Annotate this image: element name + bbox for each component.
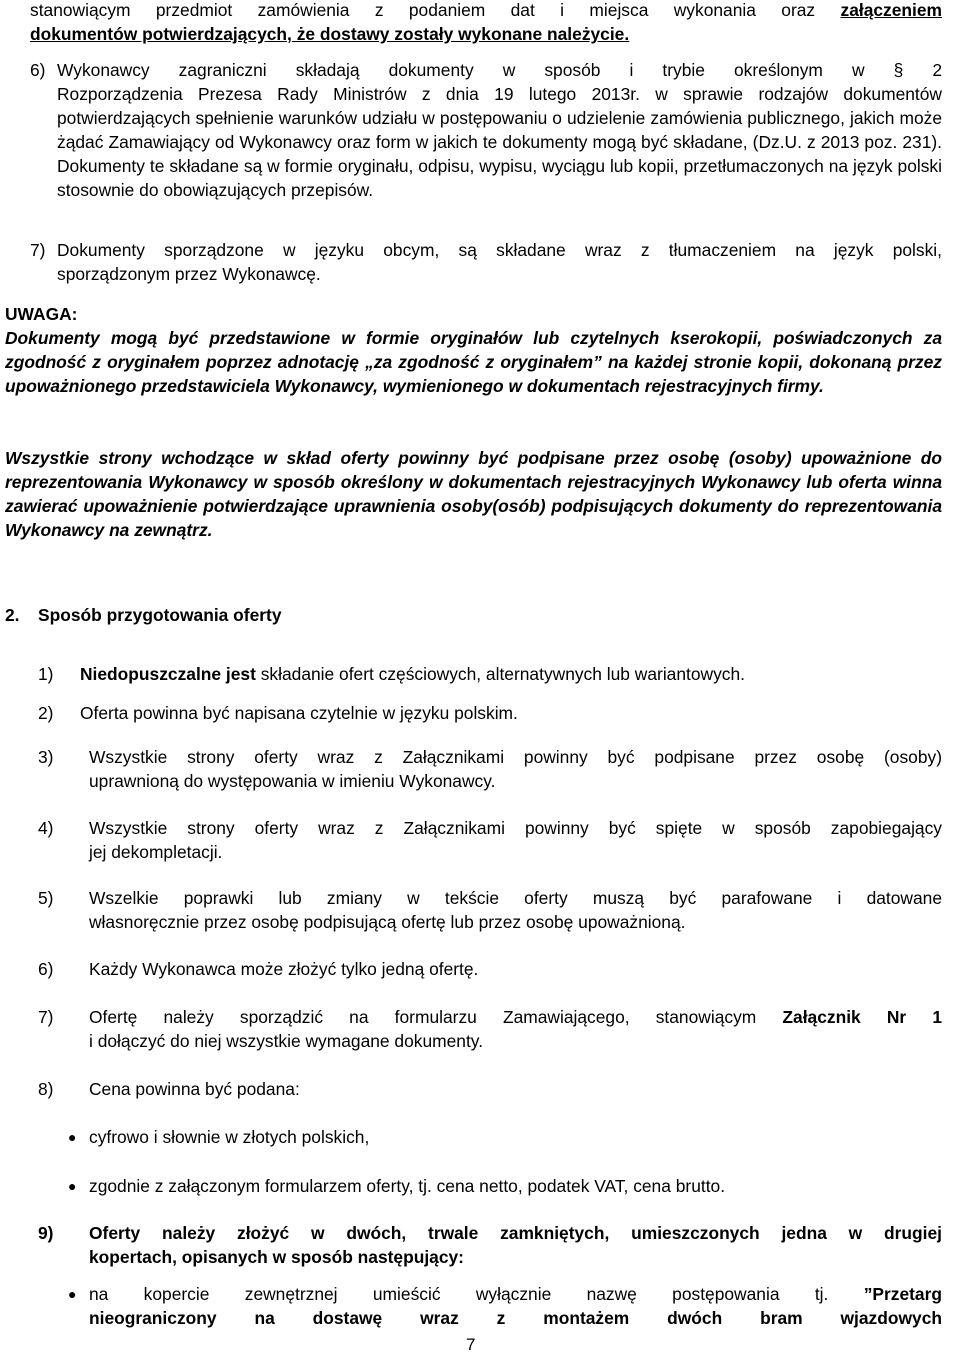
item-7-line-2: i dołączyć do niej wszystkie wymagane dokumenty. bbox=[89, 1031, 484, 1051]
p7-label: 7) bbox=[30, 240, 46, 260]
item-9-label: 9) bbox=[38, 1223, 54, 1243]
p6-line-1: Wykonawcy zagraniczni składają dokumenty w sposób i trybie określonym w § 2 bbox=[57, 60, 942, 80]
uwaga-text: Dokumenty mogą być przedstawione w formie oryginałów lub czytelnych kserokopii, poświadczonych za zgodność z oryginałem poprzez adnotację „za zgodność z oryginałem” na każdej stronie kopii, dokonaną przez upoważnionego przedstawiciela Wykonawcy, wymienionego w dokumentach rejestracyjnych firmy. bbox=[5, 328, 942, 396]
page-number: 7 bbox=[466, 1335, 476, 1354]
item-9-bullet-line-2: nieograniczony na dostawę wraz z montażem dwóch bram wjazdowych bbox=[89, 1308, 942, 1328]
item-7-label: 7) bbox=[38, 1007, 54, 1027]
item-6-text: Każdy Wykonawca może złożyć tylko jedną ofertę. bbox=[89, 959, 479, 979]
p6-label: 6) bbox=[30, 60, 46, 80]
top-line-1: stanowiącym przedmiot zamówienia z podaniem dat i miejsca wykonania oraz załączeniem bbox=[30, 0, 942, 20]
item-2-text: Oferta powinna być napisana czytelnie w języku polskim. bbox=[80, 703, 518, 723]
item-8-label: 8) bbox=[38, 1079, 54, 1099]
item-5-line-2: własnoręcznie przez osobę podpisującą ofertę lub przez osobę upoważnioną. bbox=[89, 912, 686, 932]
p6-text: Rozporządzenia Prezesa Rady Ministrów z dnia 19 lutego 2013r. w sprawie rodzajów dokumentów potwierdzających spełnienie warunków udziału w postępowaniu o udzielenie zamówienia publicznego, jakich może żądać Zamawiający od Wykonawcy oraz form w jakich te dokumenty mogą być składane, (Dz.U. z 2013 poz. 231). Dokumenty te składane są w formie oryginału, odpisu, wypisu, wyciągu lub kopii, przetłumaczonych na język polski stosownie do obowiązujących przepisów. bbox=[57, 84, 942, 200]
item-5-line-1: Wszelkie poprawki lub zmiany w tekście oferty muszą być parafowane i datowane bbox=[89, 888, 942, 908]
item-4-line-1: Wszystkie strony oferty wraz z Załącznikami powinny być spięte w sposób zapobiegający bbox=[89, 818, 942, 838]
item-3-line-2: uprawnioną do występowania w imieniu Wykonawcy. bbox=[89, 771, 496, 791]
p7-line-1: Dokumenty sporządzone w języku obcym, są składane wraz z tłumaczeniem na język polski, bbox=[57, 240, 942, 260]
item-8-bullet-2: zgodnie z załączonym formularzem oferty, tj. cena netto, podatek VAT, cena brutto. bbox=[89, 1176, 726, 1196]
item-8-text: Cena powinna być podana: bbox=[89, 1079, 300, 1099]
section-title: Sposób przygotowania oferty bbox=[38, 605, 282, 625]
top-line-2: dokumentów potwierdzających, że dostawy zostały wykonane należycie. bbox=[30, 24, 630, 44]
item-9-bullet-line-1: na kopercie zewnętrznej umieścić wyłącznie nazwę postępowania tj. ”Przetarg bbox=[89, 1284, 942, 1304]
item-4-label: 4) bbox=[38, 818, 54, 838]
item-1-text: Niedopuszczalne jest składanie ofert częściowych, alternatywnych lub wariantowych. bbox=[80, 664, 745, 684]
p7-line-2: sporządzonym przez Wykonawcę. bbox=[57, 264, 321, 284]
item-9-line-1: Oferty należy złożyć w dwóch, trwale zamkniętych, umieszczonych jedna w drugiej bbox=[89, 1223, 942, 1243]
item-8-bullet-1: cyfrowo i słownie w złotych polskich, bbox=[89, 1127, 370, 1147]
item-5-label: 5) bbox=[38, 888, 54, 908]
item-3-label: 3) bbox=[38, 747, 54, 767]
uwaga-heading: UWAGA: bbox=[5, 304, 78, 324]
item-1-label: 1) bbox=[38, 664, 54, 684]
item-7-line-1: Ofertę należy sporządzić na formularzu Zamawiającego, stanowiącym Załącznik Nr 1 bbox=[89, 1007, 942, 1027]
item-9-line-2: kopertach, opisanych w sposób następujący: bbox=[89, 1247, 464, 1267]
item-6-label: 6) bbox=[38, 959, 54, 979]
bullet-icon: ● bbox=[68, 1178, 77, 1194]
item-3-line-1: Wszystkie strony oferty wraz z Załącznikami powinny być podpisane przez osobę (osoby) bbox=[89, 747, 942, 767]
item-2-label: 2) bbox=[38, 703, 54, 723]
signature-notice: Wszystkie strony wchodzące w skład oferty powinny być podpisane przez osobę (osoby) upoważnione do reprezentowania Wykonawcy w sposób określony w dokumentach rejestracyjnych Wykonawcy lub oferta winna zawierać upoważnienie potwierdzające uprawnienia osoby(osób) podpisujących dokumenty do reprezentowania Wykonawcy na zewnątrz. bbox=[5, 448, 942, 540]
bullet-icon: ● bbox=[68, 1286, 77, 1302]
item-4-line-2: jej dekompletacji. bbox=[89, 842, 223, 862]
bullet-icon: ● bbox=[68, 1129, 77, 1145]
section-number: 2. bbox=[5, 605, 20, 625]
